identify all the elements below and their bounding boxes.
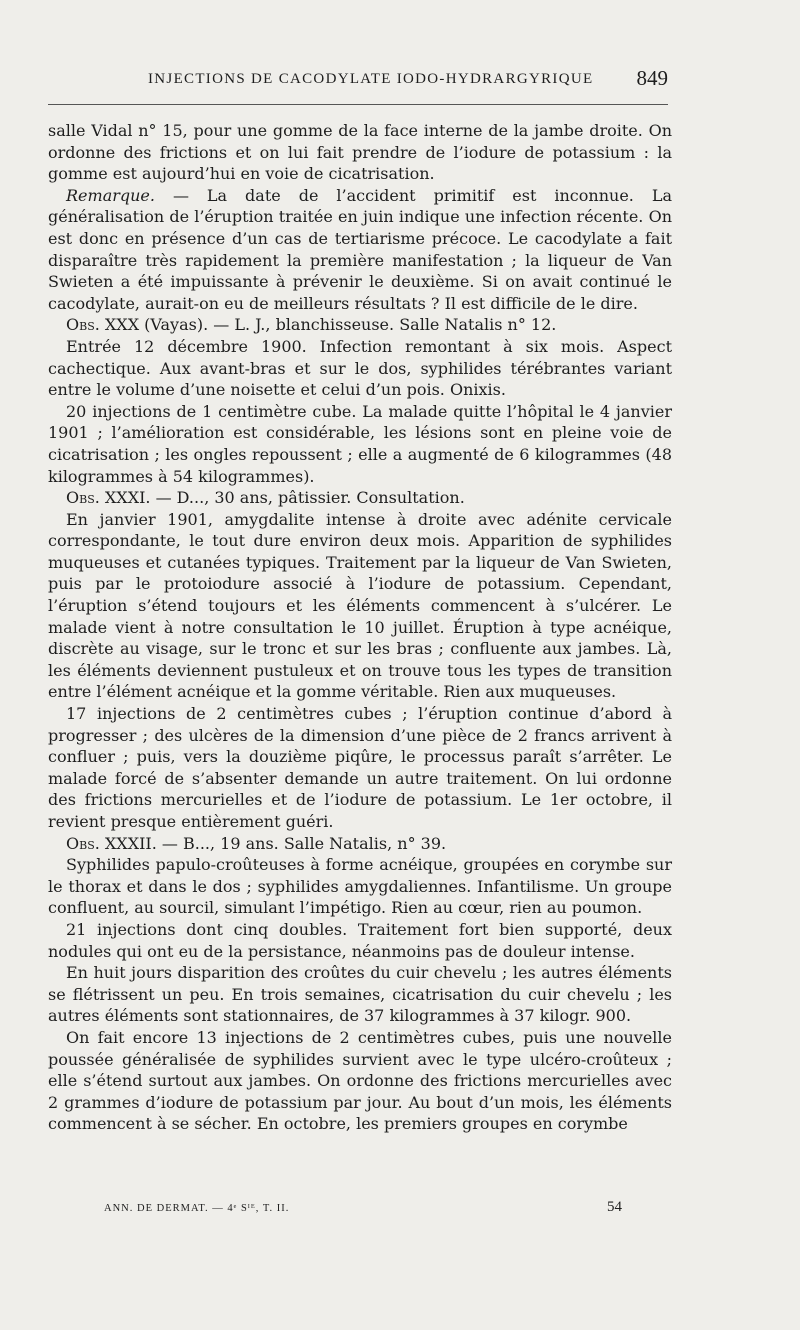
paragraph: 21 injections dont cinq doubles. Traitement fort bien supporté, deux nodules qui ont eu de la persistance, néanmoins pas de douleur intense. xyxy=(48,919,672,961)
observation-label: Obs. XXX xyxy=(66,315,140,335)
running-title: INJECTIONS DE CACODYLATE IODO-HYDRARGYRIQUE xyxy=(148,71,594,87)
paragraph: salle Vidal n° 15, pour une gomme de la face interne de la jambe droite. On ordonne des frictions et on lui fait prendre de l’iodure de potassium : la gomme est aujourd’hui en voie de cicatrisation. xyxy=(48,121,672,184)
observation-label: Obs. XXXI. xyxy=(66,488,151,508)
paragraph: On fait encore 13 injections de 2 centimètres cubes, puis une nouvelle poussée généralisée de syphilides survient avec le type ulcéro-croûteux ; elle s’étend surtout aux jambes. On ordonne des frictions mercurielles avec 2 grammes d’iodure de potassium par jour. Au bout d’un mois, les éléments commencent à se sécher. En octobre, les premiers groupes en corymbe xyxy=(48,1027,672,1134)
observation-heading xyxy=(48,314,672,336)
journal-citation: ANN. DE DERMAT. — 4ᵉ Sᴵᴱ, T. II. xyxy=(104,1203,290,1214)
header-rule xyxy=(48,104,668,105)
observation-heading xyxy=(48,487,672,509)
paragraph xyxy=(48,185,672,315)
signature-mark: 54 xyxy=(607,1199,622,1215)
paragraph: En janvier 1901, amygdalite intense à droite avec adénite cervicale correspondante, le tout dure environ deux mois. Apparition de syphilides muqueuses et cutanées typiques. Traitement par la liqueur de Van Swieten, puis par le protoiodure associé à l’iodure de potassium. Cependant, l’éruption s’étend toujours et les éléments commencent à s’ulcérer. Le malade vient à notre consultation le 10 juillet. Éruption à type acnéique, discrète au visage, sur le tronc et sur les bras ; confluente aux jambes. Là, les éléments deviennent pustuleux et on trouve tous les types de transition entre l’élément acnéique et la gomme véritable. Rien aux muqueuses. xyxy=(48,509,672,702)
paragraph: Entrée 12 décembre 1900. Infection remontant à six mois. Aspect cachectique. Aux avant-bras et sur le dos, syphilides térébrantes variant entre le volume d’une noisette et celui d’un pois. Onixis. xyxy=(48,336,672,400)
paragraph-text: — La date de l’accident primitif est inconnue. La généralisation de l’éruption traitée en juin indique une infection récente. On est donc en présence d’un cas de tertiarisme précoce. Le cacodylate a fait disparaître très rapidement la première manifestation ; la liqueur de Van Swieten a été impuissante à prévenir le deuxième. Si on avait continué le cacodylate, aurait-on eu de meilleurs résultats ? Il est difficile de le dire. xyxy=(48,185,672,313)
paragraph-text: — D..., 30 ans, pâtissier. Consultation. xyxy=(150,488,465,508)
page-header xyxy=(48,60,668,94)
body-text xyxy=(48,120,672,1135)
paragraph: En huit jours disparition des croûtes du cuir chevelu ; les autres éléments se flétrissent un peu. En trois semaines, cicatrisation du cuir chevelu ; les autres éléments sont stationnaires, de 37 kilogrammes à 37 kilogr. 900. xyxy=(48,963,672,1026)
observation-label: Obs. XXXII. xyxy=(66,833,157,853)
page-footer xyxy=(104,1199,622,1221)
paragraph: 20 injections de 1 centimètre cube. La malade quitte l’hôpital le 4 janvier 1901 ; l’amélioration est considérable, les lésions sont en pleine voie de cicatrisation ; les ongles repoussent ; elle a augmenté de 6 kilogrammes (48 kilogrammes à 54 kilogrammes). xyxy=(48,401,672,486)
paragraph-text: (Vayas). — L. J., blanchisseuse. Salle Natalis n° 12. xyxy=(139,315,557,335)
paragraph-text: — B..., 19 ans. Salle Natalis, n° 39. xyxy=(156,833,447,853)
page-number: 849 xyxy=(636,66,668,90)
remark-label: Remarque. xyxy=(66,185,155,205)
paragraph: 17 injections de 2 centimètres cubes ; l’éruption continue d’abord à progresser ; des ulcères de la dimension d’une pièce de 2 francs arrivent à confluer ; puis, vers la douzième piqûre, le processus paraît s’arrêter. Le malade forcé de s’absenter demande un autre traitement. On lui ordonne des frictions mercurielles et de l’iodure de potassium. Le 1er octobre, il revient presque entièrement guéri. xyxy=(48,704,672,831)
paragraph: Syphilides papulo-croûteuses à forme acnéique, groupées en corymbe sur le thorax et dans le dos ; syphilides amygdaliennes. Infantilisme. Un groupe confluent, au sourcil, simulant l’impétigo. Rien au cœur, rien au poumon. xyxy=(48,855,672,918)
observation-heading xyxy=(48,833,672,855)
